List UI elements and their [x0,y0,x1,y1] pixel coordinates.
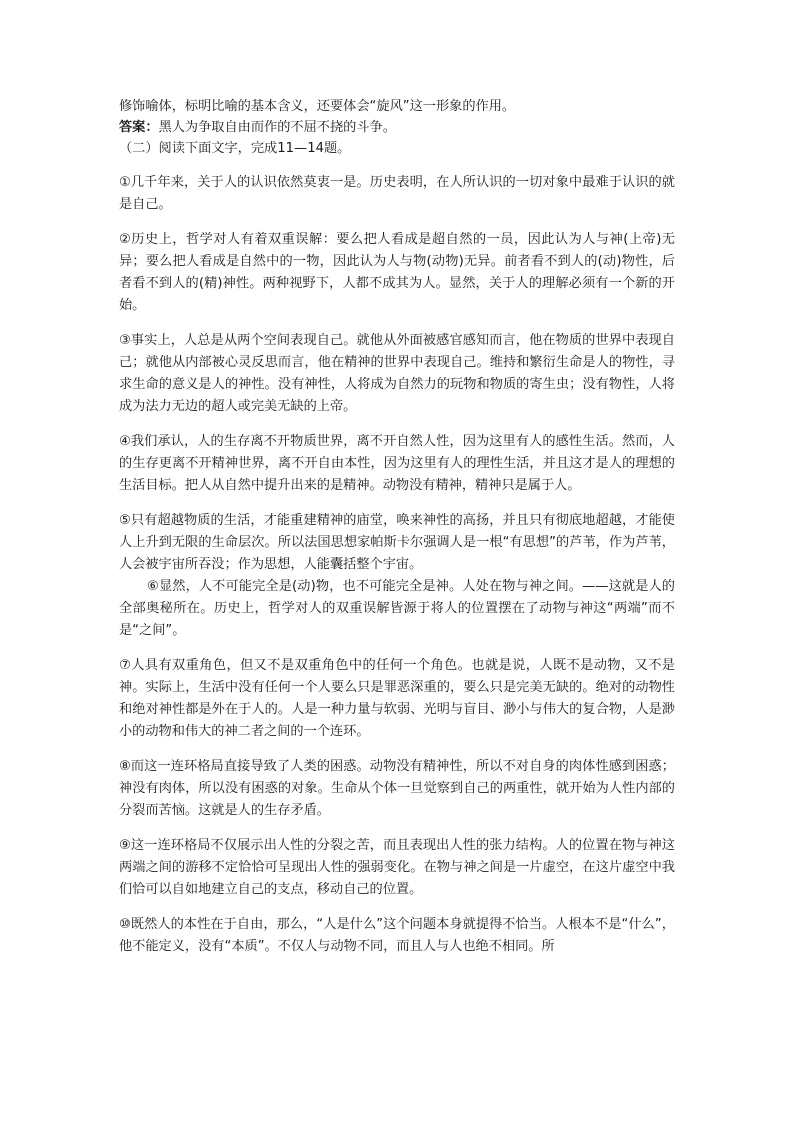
paragraph-8: ⑧而这一连环格局直接导致了人类的困惑。动物没有精神性，所以不对自身的肉体性感到困惑；神没有肉体，所以没有困惑的对象。生命从个体一旦觉察到自己的两重性，就开始为人性内部的分裂而苦恼。这就是人的生存矛盾。 [119,759,675,818]
paragraph-1: ①几千年来，关于人的认识依然莫衷一是。历史表明，在人所认识的一切对象中最难于认识的就是自己。 [119,175,675,212]
paragraph-9: ⑨这一连环格局不仅展示出人性的分裂之苦，而且表现出人性的张力结构。人的位置在物与神这两端之间的游移不定恰恰可呈现出人性的强弱变化。在物与神之间是一片虚空，在这片虚空中我们恰可以自如地建立自己的支点，移动自己的位置。 [119,838,675,897]
document-page [119,96,675,971]
answer-text: 黑人为争取自由而作的不屈不挠的斗争。 [158,120,396,135]
spacer [119,159,675,172]
paragraph-4: ④我们承认，人的生存离不开物质世界，离不开自然人性，因为这里有人的感性生活。然而，人的生存更离不开精神世界，离不开自由本性，因为这里有人的理性生活，并且这才是人的理想的生活目标。把人从自然中提升出来的是精神。动物没有精神，精神只是属于人。 [119,434,675,493]
intro-line: 修饰喻体，标明比喻的基本含义，还要体会“旋风”这一形象的作用。 [119,99,516,114]
paragraph-2: ②历史上，哲学对人有着双重误解：要么把人看成是超自然的一员，因此认为人与神(上帝)无异；要么把人看成是自然中的一物，因此认为人与物(动物)无异。前者看不到人的(动)物性，后者看不到人的(精)神性。两种视野下，人都不成其为人。显然，关于人的理解必须有一个新的开始。 [119,232,675,313]
paragraph-6: ⑥显然，人不可能完全是(动)物，也不可能完全是神。人处在物与神之间。——这就是人的全部奥秘所在。历史上，哲学对人的双重误解皆源于将人的位置摆在了动物与神这“两端”而不是“之间”。 [119,579,675,638]
paragraph-3: ③事实上，人总是从两个空间表现自己。就他从外面被感官感知而言，他在物质的世界中表现自己；就他从内部被心灵反思而言，他在精神的世界中表现自己。维持和繁衍生命是人的物性，寻求生命的意义是人的神性。没有神性，人将成为自然力的玩物和物质的寄生虫；没有物性，人将成为法力无边的超人或完美无缺的上帝。 [119,333,675,414]
paragraph-7: ⑦人具有双重角色，但又不是双重角色中的任何一个角色。也就是说，人既不是动物，又不是神。实际上，生活中没有任何一个人要么只是罪恶深重的，要么只是完美无缺的。绝对的动物性和绝对神性都是外在于人的。人是一种力量与软弱、光明与盲目、渺小与伟大的复合物，人是渺小的动物和伟大的神二者之间的一个连环。 [119,658,675,739]
answer-label: 答案： [119,120,159,135]
paragraph-5: ⑤只有超越物质的生活，才能重建精神的庙堂，唤来神性的高扬，并且只有彻底地超越，才能使人上升到无限的生命层次。所以法国思想家帕斯卡尔强调人是一根“有思想”的芦苇，作为芦苇，人会被宇宙所吞没；作为思想，人能囊括整个宇宙。 [119,513,675,572]
paragraph-10: ⑩既然人的本性在于自由，那么，“人是什么”这个问题本身就提得不恰当。人根本不是“什么”，他不能定义，没有“本质”。不仅人与动物不同，而且人与人也绝不相同。所 [119,917,675,954]
section-heading: （二）阅读下面文字，完成11—14题。 [119,141,351,156]
answer-line [119,117,675,138]
